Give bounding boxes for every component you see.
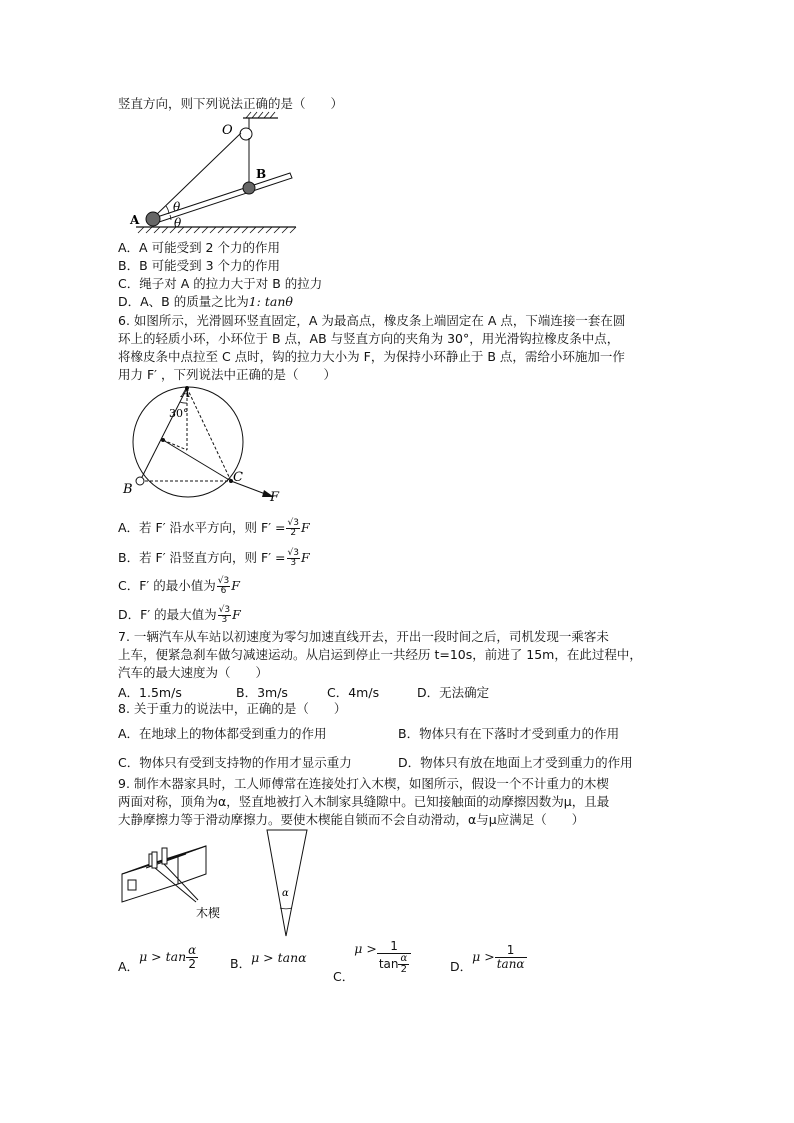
q9-option-d-label: D． — [450, 959, 473, 974]
frac-num: 1 — [495, 944, 527, 958]
frac-den: 2 — [188, 957, 197, 971]
q8-option-b: B．物体只有在下落时才受到重力的作用 — [398, 726, 620, 741]
label-A: A — [181, 386, 191, 401]
label-wedge: 木楔 — [196, 906, 221, 920]
q9-option-c-lhs: μ > — [354, 941, 377, 956]
label-theta-2: θ — [174, 216, 182, 230]
frac-den — [377, 954, 411, 975]
label-alpha: α — [282, 888, 289, 899]
q6-stem-line-3: 将橡皮条中点拉至 C 点时，钩的拉力大小为 F，为保持小环静止于 B 点，需给小环施加一作 — [118, 349, 625, 364]
label-F: F — [270, 490, 280, 505]
q6-option-a-text: A．若 F′ 沿水平方向，则 F′ = — [118, 520, 286, 535]
q7-option-a: A．1.5m/s — [118, 685, 182, 700]
frac-den: 2 — [290, 528, 297, 538]
q6-stem-line-1: 6. 如图所示，光滑圆环竖直固定，A 为最高点，橡皮条上端固定在 A 点，下端连接一套在圆 — [118, 313, 626, 328]
q7-option-d: D．无法确定 — [417, 685, 490, 700]
q6-option-a — [118, 519, 310, 538]
q6-option-c — [118, 577, 240, 596]
q5-option-d — [118, 294, 293, 310]
q6-option-c-f: F — [231, 578, 240, 593]
frac-num: 1 — [377, 940, 411, 954]
q9-option-b-label: B． — [230, 956, 252, 971]
q9-wedge-figure — [262, 828, 312, 938]
label-B: B — [256, 167, 267, 181]
q9-option-d-lhs: μ > — [472, 949, 495, 964]
q8-option-c: C．物体只有受到支持物的作用才显示重力 — [118, 755, 352, 770]
frac-num: √3 — [287, 548, 299, 558]
frac-den: 6 — [220, 586, 227, 596]
q9-option-a-label: A． — [118, 959, 140, 974]
q8-option-d: D．物体只有放在地面上才受到重力的作用 — [398, 755, 633, 770]
label-A: A — [130, 213, 140, 227]
q7-stem-line-2: 上车，便紧急刹车做匀减速运动。从启运到停止一共经历 t=10s，前进了 15m，在此过程中， — [118, 647, 642, 662]
q5-option-c: C．绳子对 A 的拉力大于对 B 的拉力 — [118, 276, 323, 291]
q6-option-c-text: C．F′ 的最小值为 — [118, 578, 216, 593]
q6-stem-line-4: 用力 F′ ，下列说法中正确的是（ ） — [118, 367, 336, 382]
q6-option-d-frac — [218, 606, 231, 625]
frac-den: 3 — [221, 615, 228, 625]
q9-option-c — [333, 939, 411, 984]
label-C: C — [233, 470, 243, 485]
q9-option-a — [118, 943, 198, 974]
frac-den: 3 — [290, 558, 297, 568]
label-angle-30: 30° — [169, 407, 189, 420]
q6-option-d-text: D．F′ 的最大值为 — [118, 607, 217, 622]
q6-stem-line-2: 环上的轻质小环，小环位于 B 点，AB 与竖直方向的夹角为 30°，用光滑钩拉橡皮条中点， — [118, 331, 620, 346]
label-B: B — [123, 482, 133, 497]
q6-option-b-text: B．若 F′ 沿竖直方向，则 F′ = — [118, 550, 286, 565]
q6-option-a-frac — [286, 519, 299, 538]
q9-stem-line-2: 两面对称，顶角为α，竖直地被打入木制家具缝隙中。已知接触面的动摩擦因数为μ，且最 — [118, 794, 610, 809]
q7-stem-line-3: 汽车的最大速度为（ ） — [118, 665, 269, 680]
q9-stem-line-1: 9. 制作木器家具时，工人师傅常在连接处打入木楔，如图所示，假设一个不计重力的木楔 — [118, 776, 609, 791]
q9-option-b-expr: μ > tanα — [251, 950, 307, 965]
q9-option-a-lhs: μ > tan — [139, 949, 187, 964]
q7-stem-line-1: 7. 一辆汽车从车站以初速度为零匀加速直线开去，开出一段时间之后，司机发现一乘客未 — [118, 629, 609, 644]
q5-option-d-text: D．A、B 的质量之比为 — [118, 294, 249, 309]
q6-figure — [118, 385, 288, 505]
q7-option-c: C．4m/s — [327, 685, 380, 700]
q6-option-d-f: F — [232, 607, 241, 622]
q6-option-b-frac — [287, 549, 300, 568]
frac-num: √3 — [218, 605, 231, 615]
q9-option-a-frac — [186, 944, 198, 971]
q9-option-d — [450, 943, 527, 974]
frac-num: √3 — [217, 576, 230, 586]
q9-option-c-frac — [377, 940, 411, 975]
q5-figure — [118, 110, 298, 235]
frac-den-tan: tan — [378, 957, 399, 971]
q5-option-a: A．A 可能受到 2 个力的作用 — [118, 240, 280, 255]
inner-den: 2 — [400, 964, 408, 975]
q6-option-a-f: F — [300, 520, 310, 535]
q9-option-d-frac — [495, 944, 527, 971]
inner-num: α — [400, 953, 408, 964]
label-O: O — [222, 123, 233, 138]
q5-option-d-math: 1: tanθ — [248, 294, 293, 309]
frac-num: √3 — [287, 518, 299, 528]
q8-option-a: A．在地球上的物体都受到重力的作用 — [118, 726, 327, 741]
inner-frac — [398, 954, 409, 975]
q9-option-b — [230, 952, 307, 970]
frac-num: α — [188, 943, 197, 957]
q6-option-c-frac — [217, 577, 230, 596]
label-theta-1: θ — [173, 200, 181, 214]
q9-option-c-label: C． — [333, 969, 355, 984]
frac-den: tanα — [496, 957, 525, 971]
q6-option-d — [118, 606, 241, 625]
q8-stem: 8. 关于重力的说法中，正确的是（ ） — [118, 701, 347, 716]
q7-option-b: B．3m/s — [236, 685, 288, 700]
q5-option-b: B．B 可能受到 3 个力的作用 — [118, 258, 281, 273]
q9-furniture-figure — [118, 832, 228, 927]
q6-option-b — [118, 549, 310, 568]
q9-stem-line-3: 大静摩擦力等于滑动摩擦力。要使木楔能自锁而不会自动滑动，α与μ应满足（ ） — [118, 812, 585, 827]
q5-stem: 竖直方向，则下列说法正确的是（ ） — [118, 96, 344, 111]
q6-option-b-f: F — [300, 550, 310, 565]
